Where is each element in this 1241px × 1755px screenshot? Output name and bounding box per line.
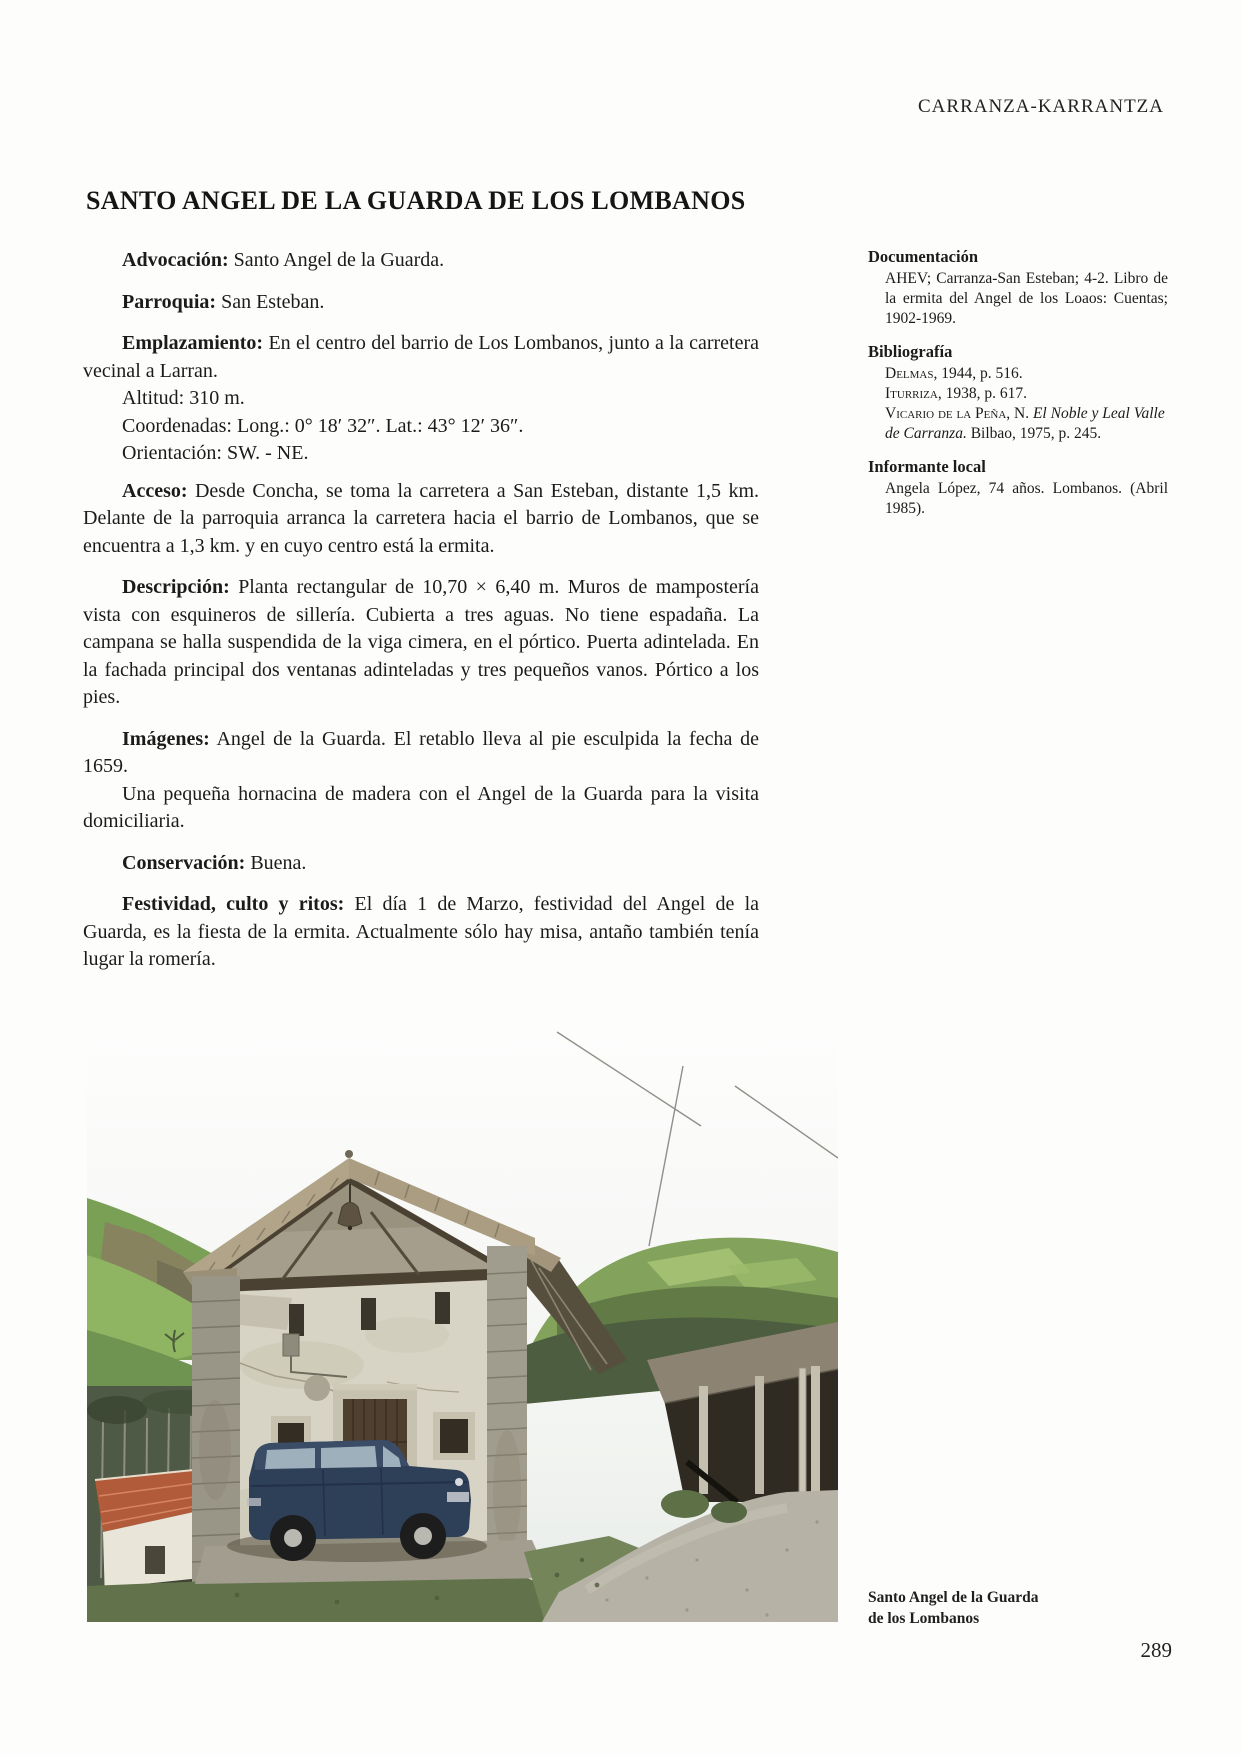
documentacion-heading: Documentación: [868, 247, 978, 266]
hermitage-photo: [87, 1030, 838, 1622]
bibliografia-heading: Bibliografía: [868, 342, 953, 361]
bib-detail: , 1938, p. 617.: [937, 385, 1027, 402]
informante-heading: Informante local: [868, 457, 986, 476]
caption-line-1: Santo Angel de la Guarda: [868, 1589, 1039, 1606]
paragraph-conservacion: [83, 850, 759, 878]
label-advocacion: Advocación:: [122, 249, 229, 271]
bib-author: Iturriza: [885, 385, 938, 402]
bibliography-entry: [868, 404, 1168, 444]
utility-pole: [799, 1368, 806, 1498]
text-imagenes: Angel de la Guarda. El retablo lleva al pie esculpida la fecha de 1659.: [83, 727, 759, 777]
page-title: SANTO ANGEL DE LA GUARDA DE LOS LOMBANOS: [86, 186, 746, 215]
orientation-line: Orientación: SW. - NE.: [122, 442, 309, 464]
text-parroquia: San Esteban.: [221, 290, 325, 313]
documentacion-text: AHEV; Carranza-San Esteban; 4-2. Libro de la ermita del Angel de los Loaos: Cuentas; 1902-1969.: [885, 270, 1168, 327]
informante-text: Angela López, 74 años. Lombanos. (Abril 1985).: [885, 480, 1168, 517]
text-descripcion: Planta rectangular de 10,70 × 6,40 m. Muros de mampostería vista con esquineros de sillería. Cubierta a tres aguas. No tiene espadaña. La campana se halla suspendida de la viga cimera, en el pórtico. Puerta adintelada. En la fachada principal dos ventanas adinteladas y tres pequeños vanos. Pórtico a los pies.: [83, 576, 759, 708]
paragraph-descripcion: [83, 574, 759, 712]
text-conservacion: Buena.: [250, 851, 307, 874]
caption-line-2: de los Lombanos: [868, 1610, 980, 1627]
page-number: 289: [1140, 1638, 1172, 1662]
bib-author: Delmas: [885, 365, 934, 382]
label-parroquia: Parroquia:: [122, 290, 217, 313]
label-acceso: Acceso:: [122, 479, 188, 502]
label-conservacion: Conservación:: [122, 851, 246, 874]
paragraph-parroquia: [83, 289, 759, 317]
photo-caption: [868, 1587, 1158, 1629]
paragraph-advocacion: [83, 247, 759, 275]
section-documentacion: [868, 247, 1168, 329]
paragraph-festividad: [83, 891, 759, 974]
label-descripcion: Descripción:: [122, 576, 230, 598]
paragraph-imagenes: [83, 726, 759, 781]
text-festividad: El día 1 de Marzo, festividad del Angel de la Guarda, es la fiesta de la ermita. Actualmente sólo hay misa, antaño también tenía lugar la romería.: [83, 893, 760, 970]
text-advocacion: Santo Angel de la Guarda.: [233, 249, 445, 271]
article-body: [83, 247, 759, 988]
bibliography-entry: [868, 364, 1168, 384]
reference-sidebar: [868, 247, 1168, 532]
bib-detail: , N.: [1006, 405, 1033, 422]
bib-detail: , 1944, p. 516.: [933, 365, 1023, 382]
bib-book-title: El Noble y Leal Valle de Carranza.: [885, 405, 1165, 442]
paragraph-imagenes-2: Una pequeña hornacina de madera con el Angel de la Guarda para la visita domiciliaria.: [83, 782, 759, 832]
bibliography-entry: [868, 384, 1168, 404]
hermitage-photo-graphic: [87, 1030, 838, 1622]
paragraph-acceso: [83, 478, 759, 561]
label-imagenes: Imágenes:: [122, 727, 210, 750]
label-festividad: Festividad, culto y ritos:: [122, 893, 345, 915]
technical-data: [83, 385, 759, 468]
running-header: CARRANZA-KARRANTZA: [918, 96, 1164, 117]
paragraph-emplazamiento: [83, 330, 759, 385]
section-informante: [868, 457, 1168, 519]
bib-detail: Bilbao, 1975, p. 245.: [966, 425, 1102, 442]
altitude-line: Altitud: 310 m.: [122, 387, 245, 409]
bib-author: Vicario de la Peña: [885, 405, 1007, 422]
section-bibliografia: [868, 342, 1168, 444]
text-emplazamiento: En el centro del barrio de Los Lombanos, junto a la carretera vecinal a Larran.: [83, 332, 760, 382]
text-acceso: Desde Concha, se toma la carretera a San Esteban, distante 1,5 km. Delante de la parroquia arranca la carretera hacia el barrio de Lombanos, que se encuentra a 1,3 km. y en cuyo centro está la ermita.: [83, 479, 759, 557]
label-emplazamiento: Emplazamiento:: [122, 332, 264, 354]
facade-window-right: [433, 1412, 475, 1460]
coordinates-line: Coordenadas: Long.: 0° 18′ 32″. Lat.: 43° 12′ 36″.: [122, 414, 524, 437]
